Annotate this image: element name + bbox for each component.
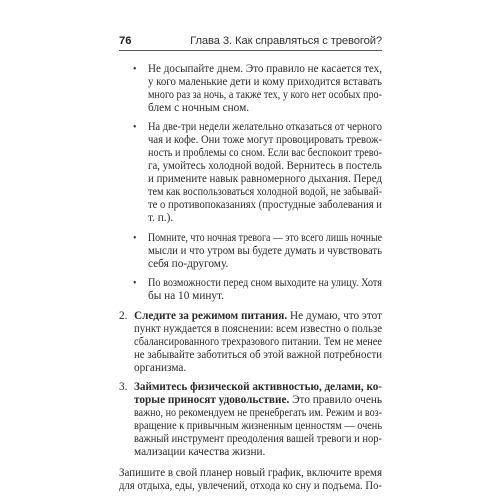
item-3-line-2: [134, 394, 382, 407]
item-2-first-rest: Не думаю, что этот: [287, 310, 382, 322]
list-number: 2.: [119, 310, 128, 322]
bullet-1-line-4: блем с ночным сном.: [148, 102, 250, 114]
bullet-4-line-1: По возможности перед сном выходите на улицу. Хотя: [148, 277, 382, 289]
header-rule: [119, 50, 382, 51]
bullet-2-line-6: тем как воспользоваться холодной водой, не забывай-: [148, 186, 383, 198]
bullet-3-line-3: себя по-другому.: [148, 258, 229, 270]
item-2-line-1: [134, 310, 382, 323]
item-2-line-4: не забывайте заботиться об этой важной потребности: [134, 349, 383, 361]
bullet-2-line-1: На две-три недели желательно отказаться от черного: [148, 121, 382, 133]
bullet-3-line-1: Помните, что ночная тревога — это всего лишь ночные: [148, 232, 382, 244]
item-3-bold-lead: торые приносят удовольствие.: [134, 394, 290, 406]
bullet-marker: •: [133, 233, 137, 244]
item-3-line-4: вращение к привычным жизненным ценностям — очень: [134, 420, 383, 432]
running-header: [119, 34, 382, 48]
bullet-1-line-1: Не досыпайте днем. Это правило не касается тех,: [148, 63, 383, 75]
bullet-2-line-7: те о противопоказаниях (простудные заболевания и: [148, 199, 383, 211]
bullet-marker: •: [133, 278, 137, 289]
item-2-bold-lead: Следите за режимом питания.: [134, 310, 288, 322]
closing-line-2: для отдыха, еды, увлечений, отхода ко сну и подъема. По-: [119, 480, 382, 492]
list-number: 3.: [119, 381, 128, 393]
bullet-1-line-3: много раз за ночь, а также тех, у кого нет особых про-: [148, 89, 382, 101]
bullet-4-line-2: бы на 10 минут.: [148, 290, 224, 302]
item-2-line-5: организма.: [134, 362, 187, 374]
chapter-title: Глава 3. Как справляться с тревогой?: [190, 35, 382, 47]
item-2-line-3: сбалансированного трехразового питании. Тем не менее: [134, 336, 382, 348]
bullet-2-line-8: т. п.).: [148, 212, 174, 224]
item-3-second-rest: Это правило очень: [289, 394, 382, 406]
bullet-2-line-4: га, умойтесь холодной водой. Вернитесь в постель: [148, 160, 382, 172]
bullet-marker: •: [133, 122, 137, 133]
item-3-line-6: мализации качества жизни.: [134, 446, 266, 458]
item-2-line-2: пункт нуждается в пояснении: всем известно о пользе: [134, 323, 382, 335]
item-3-line-3: важно, но рекомендуем не пренебрегать им. Режим и воз-: [134, 407, 383, 419]
bullet-2-line-2: чая и кофе. Они тоже могут провоцировать тревож-: [148, 134, 383, 146]
page-number: 76: [119, 35, 132, 47]
bullet-marker: •: [133, 64, 137, 75]
item-3-line-1: Займитесь физической активностью, делами, ко-: [134, 381, 383, 393]
closing-line-1: Запишите в свой планер новый график, включите время: [119, 467, 383, 479]
bullet-3-line-2: мысли и что утром вы будете думать и чувствовать: [148, 245, 383, 257]
bullet-2-line-5: и примените навык равномерного дыхания. Перед: [148, 173, 383, 185]
item-3-line-5: важный инструмент преодоления вашей тревоги и нор-: [134, 433, 383, 445]
bullet-2-line-3: ность и проблемы со сном. Если вас беспокоит трево-: [148, 147, 382, 159]
bullet-1-line-2: у кого маленькие дети и кому приходится вставать: [148, 76, 382, 88]
